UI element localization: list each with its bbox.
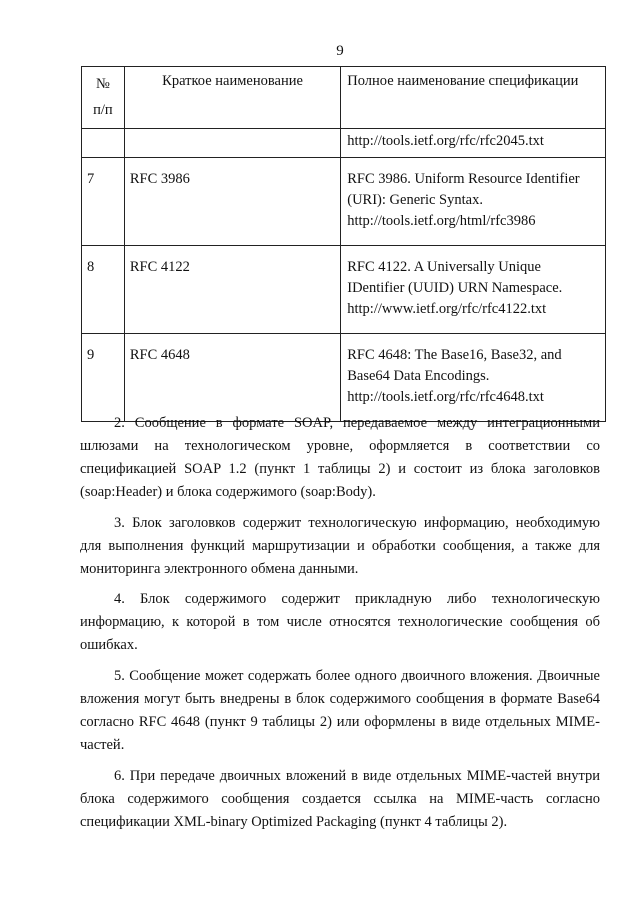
paragraph-5-binary-attachments: 5. Сообщение может содержать более одного двоичного вложения. Двоичные вложения могут быть внедрены в блок содержимого сообщения в формате Base64 согласно RFC 4648 (пункт 9 таблицы 2) или оформлены в виде отдельных MIME-частей. [80,668,600,753]
table-row-continuation [82,129,606,158]
table-row [82,158,606,246]
table-cell-number [82,129,125,158]
full-name-line: IDentifier (UUID) URN Namespace. [347,280,563,296]
paragraph-4-body-block: 4. Блок содержимого содержит прикладную либо технологическую информацию, к которой в том числе относятся технологические сообщения об ошибках. [80,591,600,653]
full-name-line: (URI): Generic Syntax. [347,192,483,208]
paragraph-3-header-block: 3. Блок заголовков содержит технологическую информацию, необходимую для выполнения функций маршрутизации и обработки сообщения, а также для мониторинга электронного обмена данными. [80,515,600,577]
header-number-symbol: № [96,76,110,92]
table-cell-full: http://tools.ietf.org/rfc/rfc2045.txt [341,129,606,158]
page-number: 9 [336,43,344,59]
table-cell-short: RFC 4648 [124,334,340,422]
header-number-abbrev: п/п [93,102,113,118]
specifications-table [81,66,606,422]
table-cell-number: 9 [82,334,125,422]
table-cell-short [124,129,340,158]
full-name-line: RFC 3986. Uniform Resource Identifier [347,171,580,187]
full-name-url: http://www.ietf.org/rfc/rfc4122.txt [347,301,547,317]
table-cell-full [341,158,606,246]
paragraph-2-soap-message: 2. Сообщение в формате SOAP, передаваемое между интеграционными шлюзами на технологическом уровне, оформляется в соответствии со спецификацией SOAP 1.2 (пункт 1 таблицы 2) и состоит из блока заголовков (soap:Header) и блока содержимого (soap:Body). [80,415,600,500]
table-cell-full [341,334,606,422]
full-name-line: RFC 4122. A Universally Unique [347,259,541,275]
table-cell-number: 7 [82,158,125,246]
table-row [82,334,606,422]
full-name-line: RFC 4648: The Base16, Base32, and [347,347,562,363]
body-text [80,412,600,842]
table-cell-full [341,246,606,334]
paragraph-6-mime-parts: 6. При передаче двоичных вложений в виде отдельных MIME-частей внутри блока содержимого сообщения создается ссылка на MIME-часть согласно спецификации XML-binary Optimized Packaging (пункт 4 таблицы 2). [80,768,600,830]
full-name-url: http://tools.ietf.org/html/rfc3986 [347,213,536,229]
table-cell-short: RFC 4122 [124,246,340,334]
table-cell-short: RFC 3986 [124,158,340,246]
table-row [82,246,606,334]
header-full-name: Полное наименование спецификации [341,67,606,129]
header-short-name: Краткое наименование [124,67,340,129]
table-header-row [82,67,606,129]
full-name-url: http://tools.ietf.org/rfc/rfc4648.txt [347,389,544,405]
header-number [82,67,125,129]
full-name-line: Base64 Data Encodings. [347,368,490,384]
table-cell-number: 8 [82,246,125,334]
